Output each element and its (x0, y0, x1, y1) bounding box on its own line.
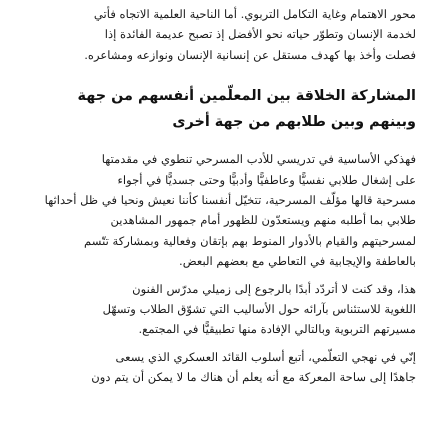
paragraph-gap (14, 272, 416, 279)
paragraph-line: هذا، وقد كنت لا أتردّد أبدًا بالرجوع إلى زميلي مدرّس الفنون (132, 281, 416, 296)
paragraph-line: اللغوية للاستئناس بآرائه حول الأساليب التي تشوّق الطلاب وتسهّل (102, 302, 416, 317)
paragraph-line: إنّي في نهجي التعلّمي، أتبع أسلوب القائد العسكري الذي يسعى (115, 349, 416, 364)
section-heading (14, 83, 416, 135)
paragraph-1 (14, 149, 416, 271)
paragraph-line: بالعاطفة والإيجابية في التعاطي مع بعضهم البعض. (179, 254, 416, 269)
heading-line: المشاركة الخلاقة بين المعلّمين أنفسهم من جهة (77, 88, 416, 105)
paragraph-line: لخدمة الإنسان وتطوّر حياته نحو الأفضل إذ تصبح عديمة الفائدة إذا (104, 27, 416, 42)
intro-paragraph (14, 4, 416, 65)
paragraph-3 (14, 347, 416, 388)
heading-line: وبينهم وبين طلابهم من جهة أخرى (172, 114, 416, 131)
paragraph-line: جاهدًا إلى ساحة المعركة مع أنه يعلم أن هناك ما لا يمكن أن يتم دون (91, 370, 416, 385)
paragraph-line: فهذكي الأساسية في تدريسي للأدب المسرحي تنطوي في مقدمتها (101, 152, 416, 167)
paragraph-2 (14, 279, 416, 340)
paragraph-line: فصلت وأخذ بها كهدف مستقل عن إنسانية الإنسان ونوازعه ومشاعره. (84, 47, 416, 62)
paragraph-line: مسرحية قالها مؤلّف المسرحية، تتخيّل أنفسنا كأننا نعيش ونحيا في ظل أحداثها (44, 193, 416, 208)
paragraph-line: محور الاهتمام وغاية التكامل التربوي. أما الناحية العلمية الاتجاه فأتي (93, 7, 416, 21)
paragraph-line: مسيرتهم التربوية وبالتالي الإفادة منها تطبيقيًّا في المجتمع. (138, 322, 416, 337)
paragraph-gap (14, 340, 416, 347)
paragraph-line: طلابي بما أطلبه منهم ويستعدّون للظهور أمام جمهور المشاهدين (110, 213, 416, 228)
paragraph-line: على إشغال طلابي نفسيًّا وعاطفيًّا وأدبيًّا وحتى جسديًّا في أجواء (117, 172, 416, 187)
paragraph-line: لمسرحيتهم والقيام بالأدوار المنوط بهم بإتقان وفعالية وبمشاركة تتّسم (84, 233, 416, 248)
